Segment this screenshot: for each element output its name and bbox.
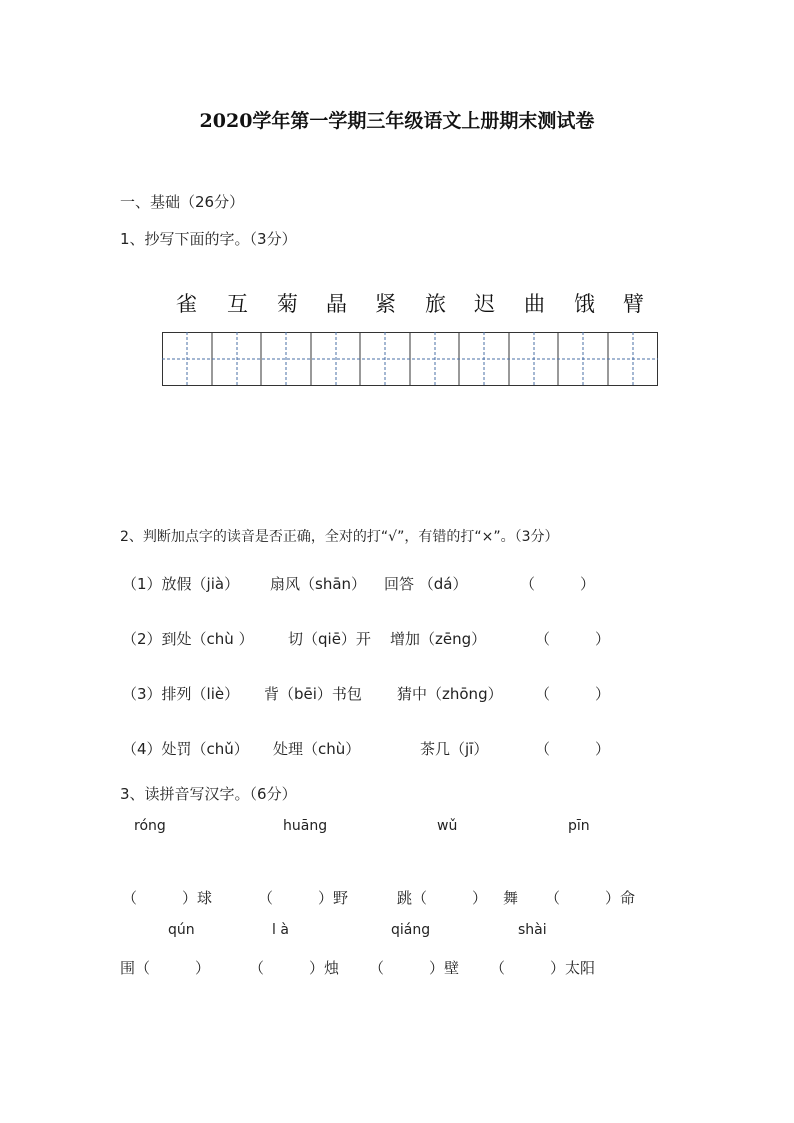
writing-grid xyxy=(162,332,660,392)
model-character: 迟 xyxy=(474,292,495,316)
pinyin-label: qiáng xyxy=(391,922,431,938)
answer-blank[interactable]: （ ）野 xyxy=(258,889,349,907)
q2-row-1-answer-blank[interactable]: （ ） xyxy=(520,575,596,593)
pinyin-label: shài xyxy=(518,922,547,938)
model-character: 饿 xyxy=(574,292,595,316)
pinyin-label: pīn xyxy=(568,818,590,834)
model-character: 旅 xyxy=(425,292,446,316)
q2-row-4-answer-blank[interactable]: （ ） xyxy=(535,740,611,758)
q2-row-3-item-2: 背（bēi）书包 xyxy=(264,685,362,703)
question-3-prompt: 3、读拼音写汉字。（6分） xyxy=(120,785,297,803)
q2-row-3-item-3: 猜中（zhōng） xyxy=(397,685,503,703)
question-1-prompt: 1、抄写下面的字。（3分） xyxy=(120,230,297,248)
q2-row-1-item-3: 回答 （dá） xyxy=(384,575,468,593)
q2-row-1-item-2: 扇风（shān） xyxy=(270,575,367,593)
pinyin-label: l à xyxy=(272,922,289,938)
answer-blank[interactable]: （ ）球 xyxy=(122,889,213,907)
answer-blank[interactable]: （ ）太阳 xyxy=(490,959,596,977)
static-word: 舞 xyxy=(503,889,519,907)
model-character: 曲 xyxy=(524,292,545,316)
q2-row-2-item-3: 增加（zēng） xyxy=(390,630,487,648)
model-character: 菊 xyxy=(277,292,298,316)
answer-blank[interactable]: （ ）命 xyxy=(545,889,636,907)
question-2-prompt: 2、判断加点字的读音是否正确，全对的打“√”，有错的打“×”。（3分） xyxy=(120,529,559,545)
model-character: 晶 xyxy=(326,292,347,316)
q2-row-2-item-1: （2）到处（chù ） xyxy=(122,630,254,648)
answer-blank[interactable]: （ ）壁 xyxy=(369,959,460,977)
q2-row-3-answer-blank[interactable]: （ ） xyxy=(535,685,611,703)
model-character: 紧 xyxy=(375,292,396,316)
pinyin-label: róng xyxy=(134,818,166,834)
pinyin-label: qún xyxy=(168,922,195,938)
answer-blank[interactable]: 跳（ ） xyxy=(397,889,488,907)
page-title: 2020学年第一学期三年级语文上册期末测试卷 xyxy=(199,110,595,132)
q2-row-1-item-1: （1）放假（jià） xyxy=(122,575,240,593)
pinyin-label: wǔ xyxy=(437,818,458,834)
q2-row-4-item-3: 茶几（jī） xyxy=(420,740,489,758)
model-character: 雀 xyxy=(176,292,197,316)
model-character: 臂 xyxy=(623,292,644,316)
q2-row-2-answer-blank[interactable]: （ ） xyxy=(535,630,611,648)
answer-blank[interactable]: （ ）烛 xyxy=(249,959,340,977)
q2-row-3-item-1: （3）排列（liè） xyxy=(122,685,240,703)
pinyin-label: huāng xyxy=(283,818,328,834)
model-character: 互 xyxy=(227,292,248,316)
q2-row-4-item-1: （4）处罚（chǔ） xyxy=(122,740,249,758)
q2-row-2-item-2: 切（qiē）开 xyxy=(288,630,371,648)
q2-row-4-item-2: 处理（chù） xyxy=(273,740,361,758)
answer-blank[interactable]: 围（ ） xyxy=(120,959,211,977)
section-heading: 一、基础（26分） xyxy=(120,193,245,211)
